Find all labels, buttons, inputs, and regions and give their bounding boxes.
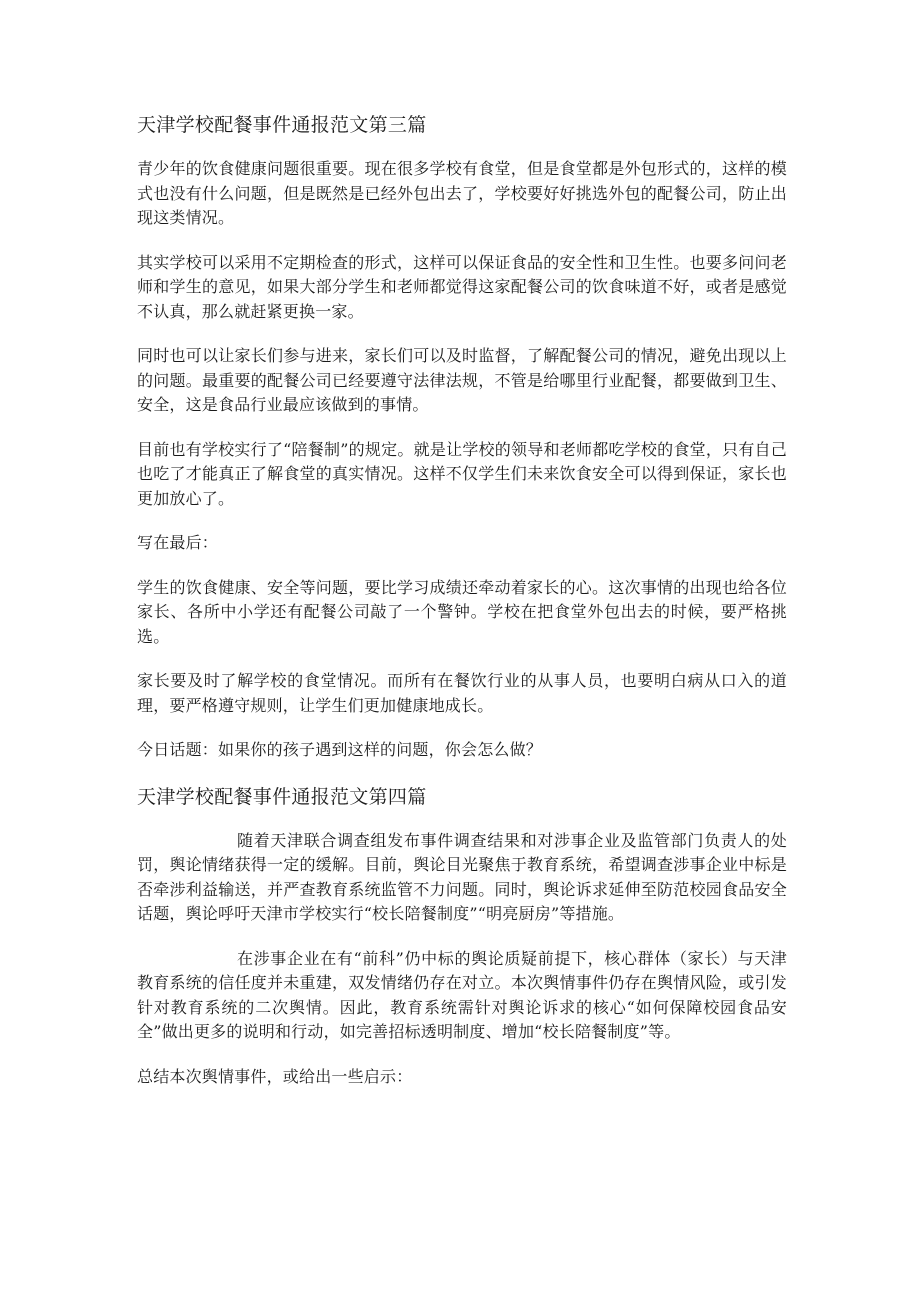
section-3-paragraph-5: 学生的饮食健康、安全等问题，要比学习成绩还牵动着家长的心。这次事情的出现也给各位家长、各所中小学还有配餐公司敲了一个警钟。学校在把食堂外包出去的时候，要严格挑选。 — [137, 577, 787, 646]
section-3-paragraph-1: 青少年的饮食健康问题很重要。现在很多学校有食堂，但是食堂都是外包形式的，这样的模式也没有什么问题，但是既然是已经外包出去了，学校要好好挑选外包的配餐公司，防止出现这类情况。 — [137, 159, 787, 227]
section-4-paragraph-2: 在涉事企业在有“前科”仍中标的舆论质疑前提下，核心群体（家长）与天津教育系统的信任度并未重建，双发情绪仍存在对立。本次舆情事件仍存在舆情风险，或引发针对教育系统的二次舆情。因此，教育系统需针对舆论诉求的核心“如何保障校园食品安全”做出更多的说明和行动，如完善招标透明制度、增加“校长陪餐制度”等。 — [137, 948, 787, 1041]
section-3-paragraph-2: 其实学校可以采用不定期检查的形式，这样可以保证食品的安全性和卫生性。也要多问问老师和学生的意见，如果大部分学生和老师都觉得这家配餐公司的饮食味道不好，或者是感觉不认真，那么就赶紧更换一家。 — [137, 252, 787, 321]
section-3-paragraph-6: 家长要及时了解学校的食堂情况。而所有在餐饮行业的从事人员，也要明白病从口入的道理，要严格遵守规则，让学生们更加健康地成长。 — [137, 671, 787, 715]
section-4-summary-label: 总结本次舆情事件，或给出一些启示： — [137, 1066, 413, 1086]
section-3-today-topic: 今日话题：如果你的孩子遇到这样的问题，你会怎么做？ — [137, 740, 543, 759]
section-3-closing-label: 写在最后： — [137, 533, 219, 552]
section-4-paragraph-1: 随着天津联合调查组发布事件调查结果和对涉事企业及监管部门负责人的处罚，舆论情绪获得一定的缓解。目前，舆论目光聚焦于教育系统，希望调查涉事企业中标是否牵涉利益输送，并严查教育系统监管不力问题。同时，舆论诉求延伸至防范校园食品安全话题，舆论呼吁天津市学校实行“校长陪餐制度”“明亮厨房”等措施。 — [137, 830, 787, 923]
section-3-paragraph-4: 目前也有学校实行了“陪餐制”的规定。就是让学校的领导和老师都吃学校的食堂，只有自己也吃了才能真正了解食堂的真实情况。这样不仅学生们未来饮食安全可以得到保证，家长也更加放心了。 — [137, 439, 787, 508]
section-4-title: 天津学校配餐事件通报范文第四篇 — [137, 785, 427, 808]
section-3-title: 天津学校配餐事件通报范文第三篇 — [137, 114, 427, 136]
section-3-paragraph-3: 同时也可以让家长们参与进来，家长们可以及时监督，了解配餐公司的情况，避免出现以上的问题。最重要的配餐公司已经要遵守法律法规，不管是给哪里行业配餐，都要做到卫生、安全，这是食品行业最应该做到的事情。 — [137, 346, 787, 414]
document-page — [137, 111, 787, 1109]
